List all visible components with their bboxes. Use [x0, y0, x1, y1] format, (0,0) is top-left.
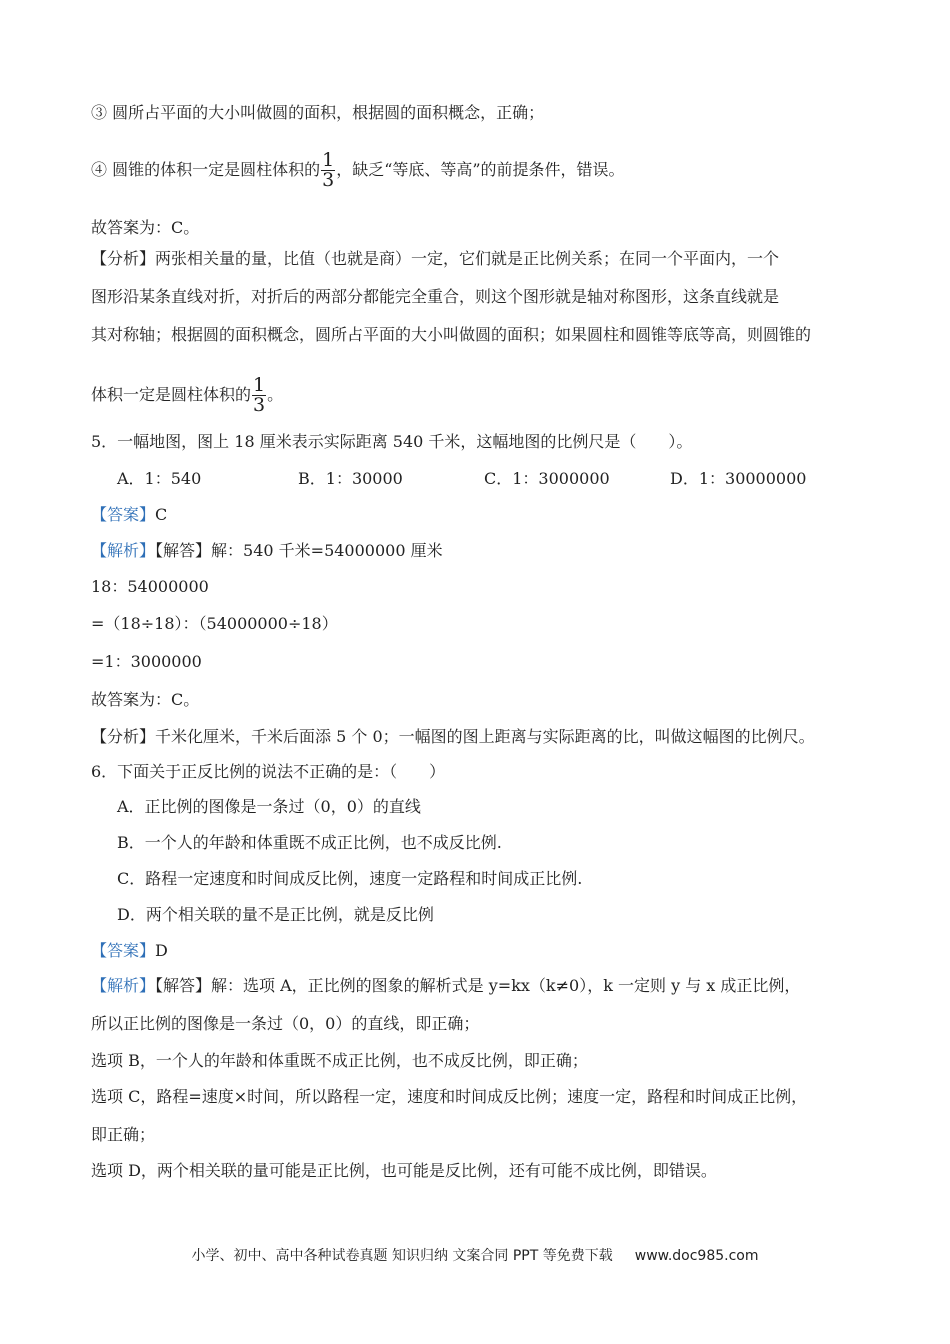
text-segment: ④ 圆锥的体积一定是圆柱体积的: [91, 160, 321, 179]
solution-tag: 【解析】: [91, 976, 156, 995]
answer-value: D: [155, 941, 168, 960]
q5-option-b: B．1：30000: [298, 469, 403, 488]
text-segment: 体积一定是圆柱体积的: [91, 385, 252, 404]
text-line-with-fraction: [91, 151, 625, 190]
answer-tag: 【答案】: [91, 505, 156, 524]
question-5: 5．一幅地图，图上 18 厘米表示实际距离 540 千米，这幅地图的比例尺是（ ）。: [91, 432, 693, 451]
fraction-numerator: 1: [322, 149, 335, 171]
text-line: 18：54000000: [91, 577, 209, 596]
q5-option-d: D．1：30000000: [670, 469, 807, 488]
answer-tag: 【答案】: [91, 941, 156, 960]
footer-text: 小学、初中、高中各种试卷真题 知识归纳 文案合同 PPT 等免费下载: [191, 1248, 613, 1264]
q6-option-b: B．一个人的年龄和体重既不成正比例，也不成反比例.: [117, 833, 502, 852]
fraction-denominator: 3: [253, 394, 266, 416]
solution-subtag: 【解答】: [155, 541, 212, 560]
q6-option-c: C．路程一定速度和时间成反比例，速度一定路程和时间成正比例.: [117, 869, 583, 888]
text-line: 所以正比例的图像是一条过（0，0）的直线，即正确；: [91, 1014, 480, 1033]
text-line: ③ 圆所占平面的大小叫做圆的面积，根据圆的面积概念，正确；: [91, 103, 545, 122]
text-line: =1：3000000: [91, 652, 202, 671]
solution-text: 解：540 千米=54000000 厘米: [211, 541, 443, 560]
q5-option-a: A．1：540: [117, 469, 202, 488]
text-line: 即正确；: [91, 1125, 156, 1144]
text-line-with-fraction: [91, 376, 283, 415]
fraction: [321, 151, 335, 190]
analysis-tag: 【分析】: [91, 727, 156, 746]
solution-text: 解：选项 A，正比例的图象的解析式是 y=kx（k≠0），k 一定则 y 与 x 成正比例，: [211, 976, 801, 995]
page-footer: [0, 1245, 950, 1265]
text-line: 图形沿某条直线对折，对折后的两部分都能完全重合，则这个图形就是轴对称图形，这条直线就是: [91, 287, 780, 306]
analysis-line: [91, 727, 815, 747]
solution-line: [91, 541, 443, 561]
q6-option-d: D．两个相关联的量不是正比例，就是反比例: [117, 905, 434, 924]
question-6: 6．下面关于正反比例的说法不正确的是：（ ）: [91, 762, 446, 781]
fraction-denominator: 3: [322, 169, 335, 191]
solution-subtag: 【解答】: [155, 976, 212, 995]
text-line: 选项 D，两个相关联的量可能是正比例，也可能是反比例，还有可能不成比例，即错误。: [91, 1161, 717, 1180]
text-segment: 。: [267, 385, 284, 404]
analysis-text: 千米化厘米，千米后面添 5 个 0；一幅图的图上距离与实际距离的比，叫做这幅图的比例尺。: [155, 727, 815, 746]
text-line: =（18÷18）：（54000000÷18）: [91, 614, 338, 633]
footer-url[interactable]: www.doc985.com: [634, 1248, 759, 1264]
analysis-line: [91, 249, 779, 269]
analysis-text: 两张相关量的量，比值（也就是商）一定，它们就是正比例关系；在同一个平面内，一个: [155, 249, 780, 268]
answer-line: [91, 941, 168, 961]
fraction-numerator: 1: [253, 374, 266, 396]
q5-option-c: C．1：3000000: [484, 469, 610, 488]
analysis-tag: 【分析】: [91, 249, 156, 268]
text-line: 其对称轴；根据圆的面积概念，圆所占平面的大小叫做圆的面积；如果圆柱和圆锥等底等高，则圆锥的: [91, 325, 812, 344]
text-line: 故答案为：C。: [91, 218, 200, 237]
answer-value: C: [155, 505, 168, 524]
q6-option-a: A．正比例的图像是一条过（0，0）的直线: [117, 797, 421, 816]
solution-line: [91, 976, 800, 996]
answer-line: [91, 505, 167, 525]
fraction: [252, 376, 266, 415]
solution-tag: 【解析】: [91, 541, 156, 560]
text-line: 选项 C，路程=速度×时间，所以路程一定，速度和时间成反比例；速度一定，路程和时间成正比例，: [91, 1087, 808, 1106]
text-line: 故答案为：C。: [91, 690, 200, 709]
text-segment: ，缺乏“等底、等高”的前提条件，错误。: [336, 160, 625, 179]
text-line: 选项 B，一个人的年龄和体重既不成正比例，也不成反比例，即正确；: [91, 1051, 588, 1070]
